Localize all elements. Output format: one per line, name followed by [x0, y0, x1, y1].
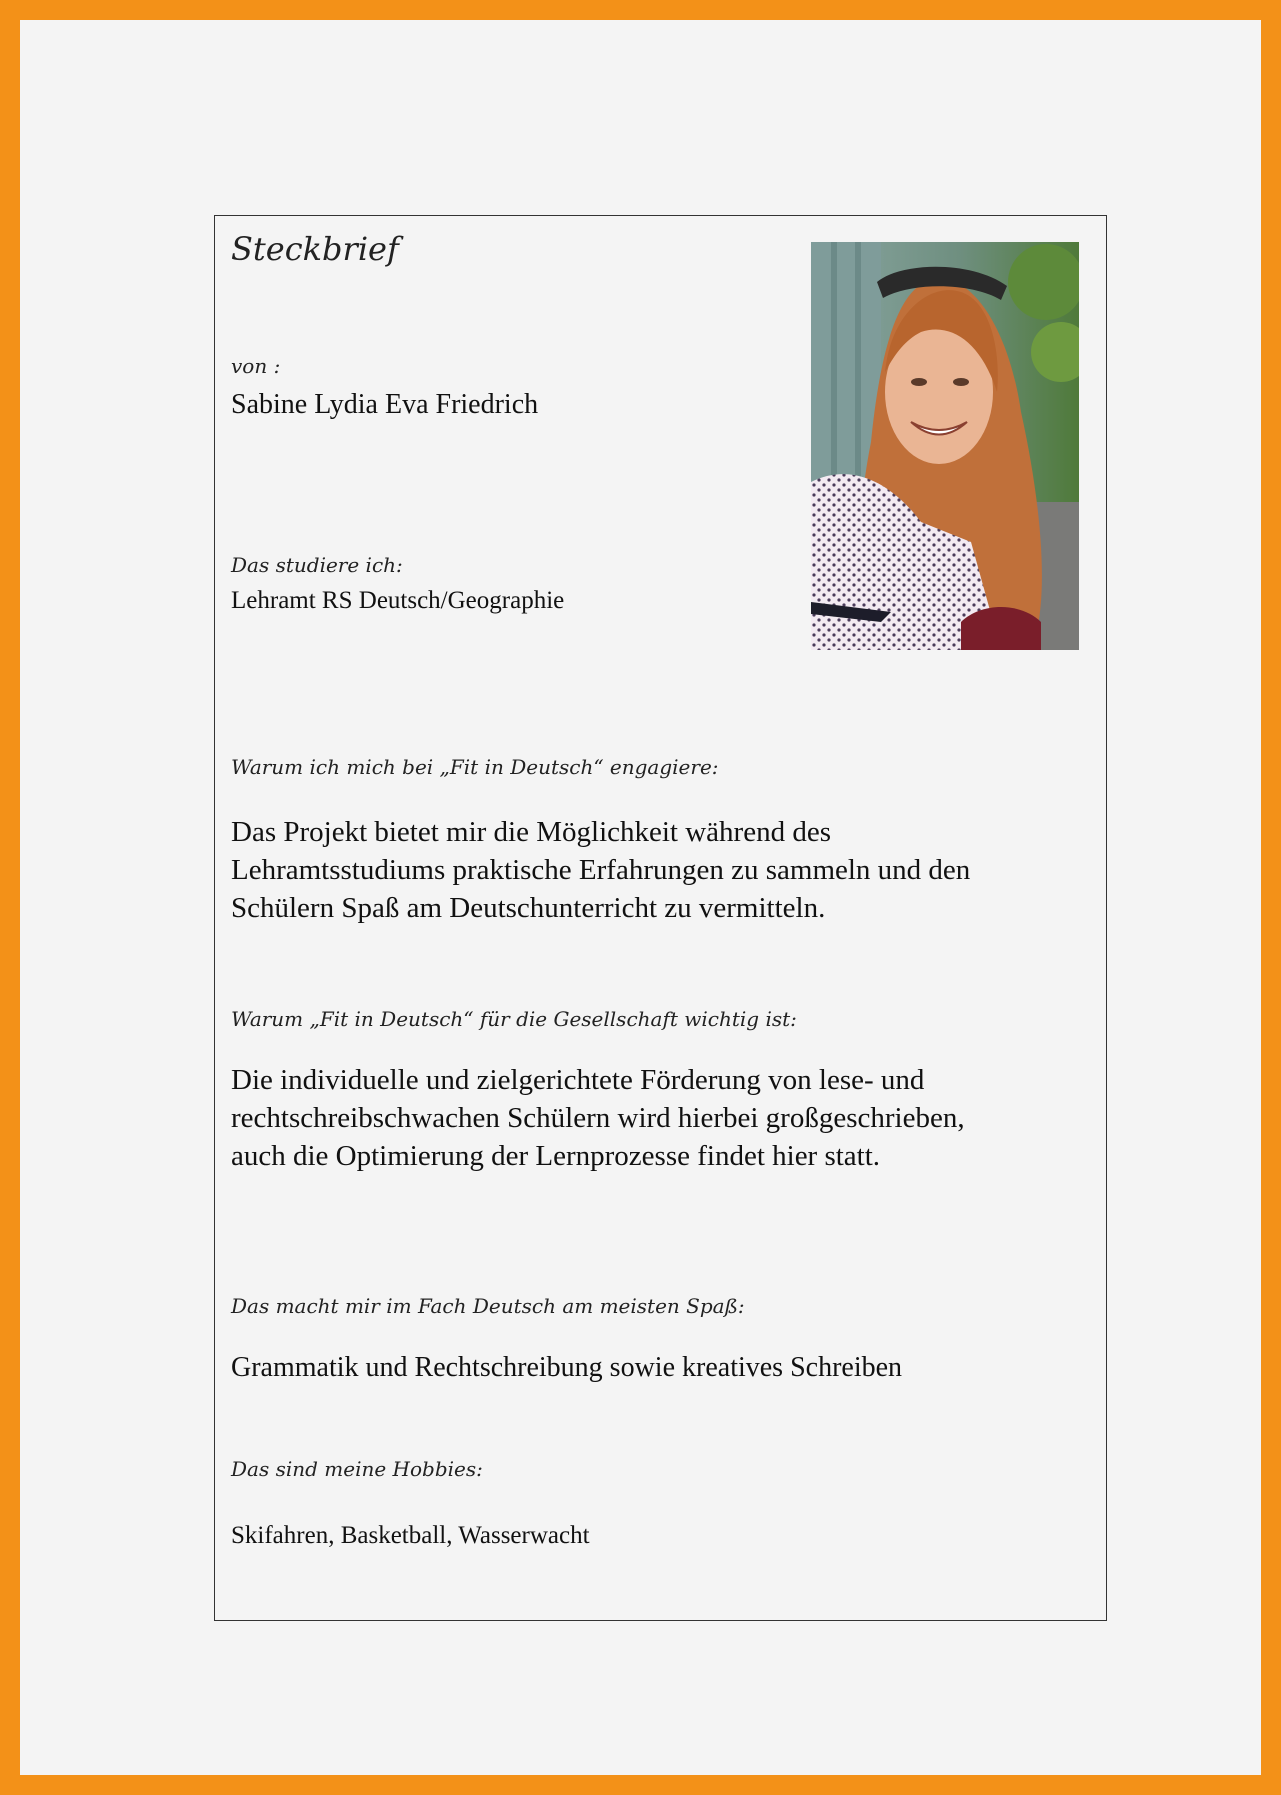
profile-photo: [811, 242, 1079, 650]
society-line: rechtschreibschwachen Schülern wird hierbei großgeschrieben,: [231, 1102, 965, 1134]
fun-value: Grammatik und Rechtschreibung sowie kreatives Schreiben: [231, 1352, 903, 1383]
why-paragraph: [231, 813, 970, 927]
why-line: Schülern Spaß am Deutschunterricht zu vermitteln.: [231, 892, 826, 924]
why-label: Warum ich mich bei „Fit in Deutsch“ engagiere:: [231, 755, 719, 779]
society-line: auch die Optimierung der Lernprozesse findet hier statt.: [231, 1140, 881, 1172]
profile-card: [214, 215, 1107, 1621]
fun-label: Das macht mir im Fach Deutsch am meisten Spaß:: [231, 1294, 745, 1318]
study-value: Lehramt RS Deutsch/Geographie: [231, 587, 565, 614]
portrait-image: [811, 242, 1079, 650]
hobbies-value: Skifahren, Basketball, Wasserwacht: [231, 1522, 590, 1549]
society-line: Die individuelle und zielgerichtete Förderung von lese- und: [231, 1064, 925, 1096]
card-title: Steckbrief: [231, 230, 399, 268]
name-value: Sabine Lydia Eva Friedrich: [231, 389, 539, 420]
society-paragraph: [231, 1061, 965, 1175]
name-label: von :: [231, 354, 281, 378]
society-label: Warum „Fit in Deutsch“ für die Gesellschaft wichtig ist:: [231, 1007, 797, 1031]
study-label: Das studiere ich:: [231, 553, 403, 577]
why-line: Lehramtsstudiums praktische Erfahrungen zu sammeln und den: [231, 854, 971, 886]
why-line: Das Projekt bietet mir die Möglichkeit während des: [231, 816, 831, 848]
hobbies-label: Das sind meine Hobbies:: [231, 1457, 483, 1481]
